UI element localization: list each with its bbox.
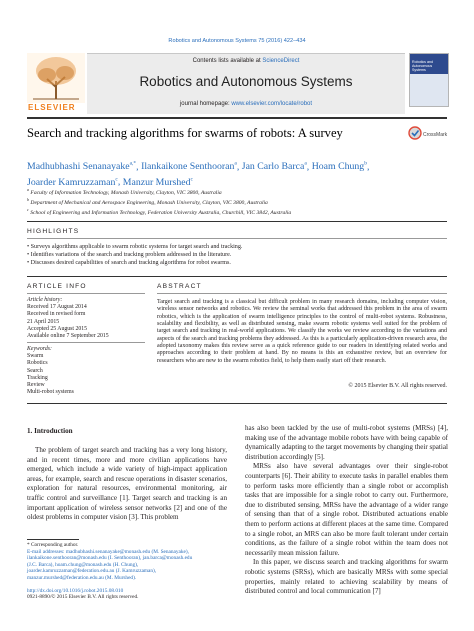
author-list: Madhubhashi Senanayake$^{a,*}$, Ilankaikone Senthooran$^a$, Jan Carlo Barca$^a$, Hoam Chung$^b$, Joarder Kamruzzaman$^c$, Manzur Murshed$^c$ xyxy=(27,161,370,188)
article-info-rule xyxy=(27,293,145,294)
footnote-line: * Corresponding author. xyxy=(27,542,79,548)
intro-left-column xyxy=(27,446,227,523)
history-line: Accepted 25 August 2015 xyxy=(27,325,88,332)
elsevier-logo xyxy=(27,53,85,113)
highlight-item: • Discusses desired capabilities of search and tracking algorithms for robot swarms. xyxy=(27,259,447,267)
author[interactable]: Ilankaikone Senthooran$^a$ xyxy=(141,161,237,173)
intro-paragraph: has also been tackled by the use of multi-robot systems (MRSs) [4], making use of the advantage mobile robots have with being capable of dynamically adapting to the target movements by changing their spatial distribution accordingly [5]. xyxy=(245,424,448,461)
keyword: Tracking xyxy=(27,374,48,381)
contents-line xyxy=(87,58,405,64)
history-line: Received in revised form xyxy=(27,311,86,318)
keyword: Multi-robot systems xyxy=(27,389,74,396)
author[interactable]: Jan Carlo Barca$^a$ xyxy=(241,161,307,173)
article-history xyxy=(27,297,145,340)
affiliation: $^a$ Faculty of Information Technology, Monash University, Clayton, VIC 3800, Australia xyxy=(27,187,222,196)
intro-paragraph: MRSs also have several advantages over their single-robot counterparts [6]. Their ability to execute tasks in parallel enables them to perform tasks more efficiently than a single robot or accomplish tasks that are impossible for a single robot to carry out. Furthermore, due to distributed sensing, MRSs have the advantage of a wider range of sensing than that of a single robot. Distributed actuations enable them to perform actions at different places at the same time. Compared to a single robot, an MRS can also be more fault tolerant under certain conditions, as the failure of a single robot within the team does not necessarily mean mission failure. xyxy=(245,462,448,557)
homepage-line xyxy=(87,101,405,107)
author[interactable]: Joarder Kamruzzaman$^c$ xyxy=(27,176,118,188)
keyword: Review xyxy=(27,382,45,389)
abstract-heading: ABSTRACT xyxy=(157,283,202,290)
abstract-copyright: © 2015 Elsevier B.V. All rights reserved. xyxy=(348,383,447,389)
footnote-line[interactable]: (J.C. Barca), hoam.chung@monash.edu (H. Chung), xyxy=(27,561,139,568)
highlight-item: • Identifies variations of the search and tracking problem addressed in the literature. xyxy=(27,251,447,259)
article-history-label: Article history: xyxy=(27,297,63,303)
keyword: Swarm xyxy=(27,353,44,360)
keywords-label: Keywords: xyxy=(27,346,52,352)
highlights-rule xyxy=(27,238,447,239)
article-title: Search and tracking algorithms for swarms of robots: A survey xyxy=(27,126,343,140)
keyword: Search xyxy=(27,367,43,374)
journal-cover-thumbnail xyxy=(409,53,449,107)
elsevier-wordmark: ELSEVIER xyxy=(28,103,76,112)
crossmark-label: CrossMark xyxy=(423,132,448,138)
issn-line: 0921-8890/© 2015 Elsevier B.V. All rights reserved. xyxy=(27,594,139,601)
journal-homepage-link[interactable]: www.elsevier.com/locate/robot xyxy=(231,101,313,107)
intro-paragraph: The problem of target search and tracking has a very long history, and in recent times, more and more civilian applications have emerged, which include a wide variety of high-impact application areas, for example, search and rescue operations in disaster scenarios, exploration for natural resources, environmental monitoring, air traffic control and surveillance [1]. Target search and tracking is an important application of wireless sensor networks [2] and one of the oldest problems in computer vision [3]. This problem xyxy=(27,446,227,522)
footnote-line[interactable]: manzur.murshed@federation.edu.au (M. Murshed). xyxy=(27,574,137,581)
footnote-line[interactable]: joarder.kamruzzaman@federation.edu.au (J. Kamruzzaman), xyxy=(27,568,157,575)
affiliation: $^b$ Department of Mechanical and Aerospace Engineering, Monash University, Clayton, VIC 3800, Australia xyxy=(27,197,268,206)
journal-header-box xyxy=(87,53,405,114)
highlights-bottom-rule xyxy=(27,276,447,277)
crossmark-icon xyxy=(408,126,422,144)
journal-reference[interactable]: Robotics and Autonomous Systems 75 (2016) 422–434 xyxy=(168,38,306,44)
abstract-rule xyxy=(157,293,447,294)
footnote-mark: * xyxy=(27,542,30,548)
contents-prefix: Contents lists available at xyxy=(192,58,263,64)
affiliation-rule xyxy=(27,221,447,222)
affiliation: $^c$ School of Engineering and Information Technology, Federation University Australia, Churchill, VIC 3842, Australia xyxy=(27,207,292,216)
intro-right-column xyxy=(245,424,448,597)
history-line: Received 17 August 2014 xyxy=(27,304,87,311)
section-heading-introduction: 1. Introduction xyxy=(27,427,73,435)
keyword: Robotics xyxy=(27,360,48,367)
footnotes xyxy=(27,542,232,601)
highlights-heading: HIGHLIGHTS xyxy=(27,228,80,235)
abstract-text: Target search and tracking is a classical but difficult problem in many research domains, including computer vision, wireless sensor networks and robotics. We review the seminal works that addressed this problem in the area of swarm robotics, which is the application of swarm intelligence principles to the control of multi-robot systems. Robustness, scalability and flexibility, as well as distributed sensing, make swarm robotic systems well suited for the problem of target search and tracking in real-world applications. We classify the works we review according to the variations and aspects of the search and tracking problems they addressed. As this is a particularly application-driven research area, the adopted taxonomy makes this review serve as a quick reference guide to our readers in identifying related works and approaches according to their problem at hand. By no means is this an exhaustive review, but an overview for researchers who are new to the swarm robotics field, to help them easily start off their research. xyxy=(157,299,447,364)
doi-link[interactable]: http://dx.doi.org/10.1016/j.robot.2015.08.010 xyxy=(27,587,124,594)
intro-paragraph: In this paper, we discuss search and tracking algorithms for swarm robotic systems (SRSs), which are basically MRSs with some special properties, mainly related to achieving scalability by means of distributed control and local communication [7] xyxy=(245,558,448,596)
author[interactable]: Hoam Chung$^b$ xyxy=(311,161,367,173)
elsevier-tree-icon xyxy=(27,53,85,103)
keywords-block xyxy=(27,346,145,396)
footnote-line[interactable]: ilankaikone.senthooran@monash.edu (I. Senthooran), jan.barca@monash.edu xyxy=(27,555,193,562)
header-rule xyxy=(27,117,447,119)
front-matter-rule xyxy=(27,403,447,404)
author[interactable]: Madhubhashi Senanayake$^{a,*}$ xyxy=(27,161,137,173)
homepage-prefix: journal homepage: xyxy=(179,101,232,107)
keywords-rule xyxy=(27,342,145,343)
history-line: Available online 7 September 2015 xyxy=(27,333,109,340)
highlights-list xyxy=(27,243,447,268)
sciencedirect-link[interactable]: ScienceDirect xyxy=(262,58,300,64)
author[interactable]: Manzur Murshed$^c$ xyxy=(122,176,193,188)
journal-masthead xyxy=(27,53,447,116)
journal-title: Robotics and Autonomous Systems xyxy=(139,74,353,89)
article-info-heading: ARTICLE INFO xyxy=(27,283,87,290)
cover-title: Robotics and Autonomous Systems xyxy=(412,60,433,73)
footnote-rule xyxy=(27,539,79,540)
footnote-line[interactable]: E-mail addresses: madhubhashi.senanayake@monash.edu (M. Senanayake), xyxy=(27,548,189,555)
history-line: 21 April 2015 xyxy=(27,318,60,325)
crossmark-badge[interactable] xyxy=(408,126,452,146)
highlight-item: • Surveys algorithms applicable to swarm robotic systems for target search and tracking. xyxy=(27,243,447,251)
